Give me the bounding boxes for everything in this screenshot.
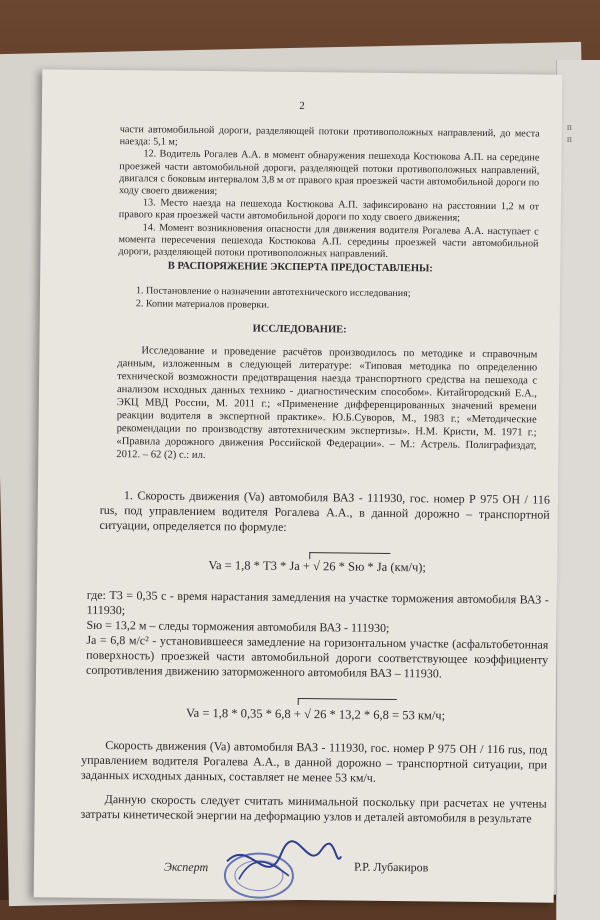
page-number: 2 xyxy=(299,99,305,113)
intro-paragraph: 13. Место наезда на пешехода Костюкова А.П. зафиксировано на расстоянии 1,2 м от правого края проезжей части автомобильной дороги по ходу своего движения; xyxy=(118,197,539,225)
adjacent-text-fragment: п xyxy=(567,122,572,132)
list-item: 2. Копии материалов проверки. xyxy=(135,298,270,311)
definition-ja: Ja = 6,8 м/с² - установившееся замедление на горизонтальном участке (асфальтобетонная поверхность) проезжей части автомобильной дороги соответствующее коэффициенту сопротивления движению заторможенного автомобиля ВАЗ – 111930. xyxy=(85,632,549,681)
document-page xyxy=(34,69,563,902)
intro-paragraph: 14. Момент возникновения опасности для движения водителя Рогалева А.А. наступает с момента пересечения пешехода Костюкова А.П. середины проезжей части автомобильной дороги, разделяющей потоки противоположных направлений. xyxy=(118,221,539,260)
research-paragraph: Исследование и проведение расчётов производилось по методике и справочным данным, изложенным в следующей литературе: «Типовая методика по определению технической возможности предотвращения наезда транспортного средства на пешехода с анализом исходных данных технико - диагностическим способом». Китайгородский Е.А., ЭКЦ МВД России, М. 2011 г.; «Применение дифференцированных значений времени реакции водителя в экспертной практике». Ю.Б.Суворов, М., 1983 г.; «Методические рекомендации по производству автотехническим экспертизы». Н.М. Кристи, М. 1971 г.; «Правила дорожного движения Российской Федерации». – М.: Астрель. Полиграфиздат, 2012. – 62 (2) с.: ил. xyxy=(116,345,538,462)
intro-paragraph: части автомобильной дороги, разделяющей потоки противоположных направлений, до места наезда: 5,1 м; xyxy=(119,124,540,148)
signature-name: Р.Р. Лубакиров xyxy=(353,859,429,875)
formula-general: Va = 1,8 * Т3 * Ja + √ 26 * Sю * Ja (км/ч); xyxy=(208,558,427,575)
intro-block xyxy=(118,124,539,263)
signature-stamp xyxy=(209,831,350,900)
definitions-block xyxy=(86,588,549,683)
conclusion-paragraph: Скорость движения (Va) автомобиля ВАЗ - 111930, гос. номер Р 975 ОН / 116 rus, под управлением водителя Рогалева А.А., в данной дорожно – транспортной ситуации, при заданных исходных данных, составляет не менее 53 км/ч. xyxy=(80,737,548,785)
handwritten-signature-stroke xyxy=(239,862,289,880)
conclusion-block xyxy=(81,738,547,788)
speed-paragraph: 1. Скорость движения (Va) автомобиля ВАЗ - 111930, гос. номер Р 975 ОН / 116 rus, под управлением водителя Рогалева А.А., в данной дорожно – транспортной ситуации, определяется по формуле: xyxy=(99,488,550,534)
final-block xyxy=(80,792,546,827)
square-root-bar xyxy=(298,698,397,706)
adjacent-text-fragment: п xyxy=(567,134,572,144)
adjacent-page xyxy=(556,60,600,920)
intro-paragraph: 12. Водитель Рогалев А.А. в момент обнаружения пешехода Костюкова А.П. на середине проезжей части автомобильной дороги, разделяющей потоки противоположных направлений, двигался с боковым интервалом 3,8 м от правого края проезжей части автомобильной дороги по ходу своего движения; xyxy=(119,148,540,198)
definition-t3: где: Т3 = 0,35 с - время нарастания замедления на участке торможения автомобиля ВАЗ - 111930; xyxy=(86,587,549,618)
heading-research: ИССЛЕДОВАНИЕ: xyxy=(252,323,347,336)
speed-block xyxy=(99,488,549,538)
final-paragraph: Данную скорость следует считать минимальной поскольку при расчетах не учтены затраты кинетической энергии на деформацию узлов и деталей автомобиля в результате xyxy=(80,791,547,826)
provided-list xyxy=(136,284,411,313)
definition-s: Sю = 13,2 м – следы торможения автомобиля ВАЗ - 111930; xyxy=(86,617,390,635)
signature-label: Эксперт xyxy=(163,859,209,875)
formula-calculation: Va = 1,8 * 0,35 * 6,8 + √ 26 * 13,2 * 6,8 = 53 км/ч; xyxy=(186,705,446,723)
list-item: 1. Постановление о назначении автотехнического исследования; xyxy=(135,285,411,300)
heading-provided: В РАСПОРЯЖЕНИЕ ЭКСПЕРТА ПРЕДОСТАВЛЕНЫ: xyxy=(167,260,433,275)
research-block xyxy=(116,344,537,465)
stamp-inner-circle xyxy=(235,860,283,891)
